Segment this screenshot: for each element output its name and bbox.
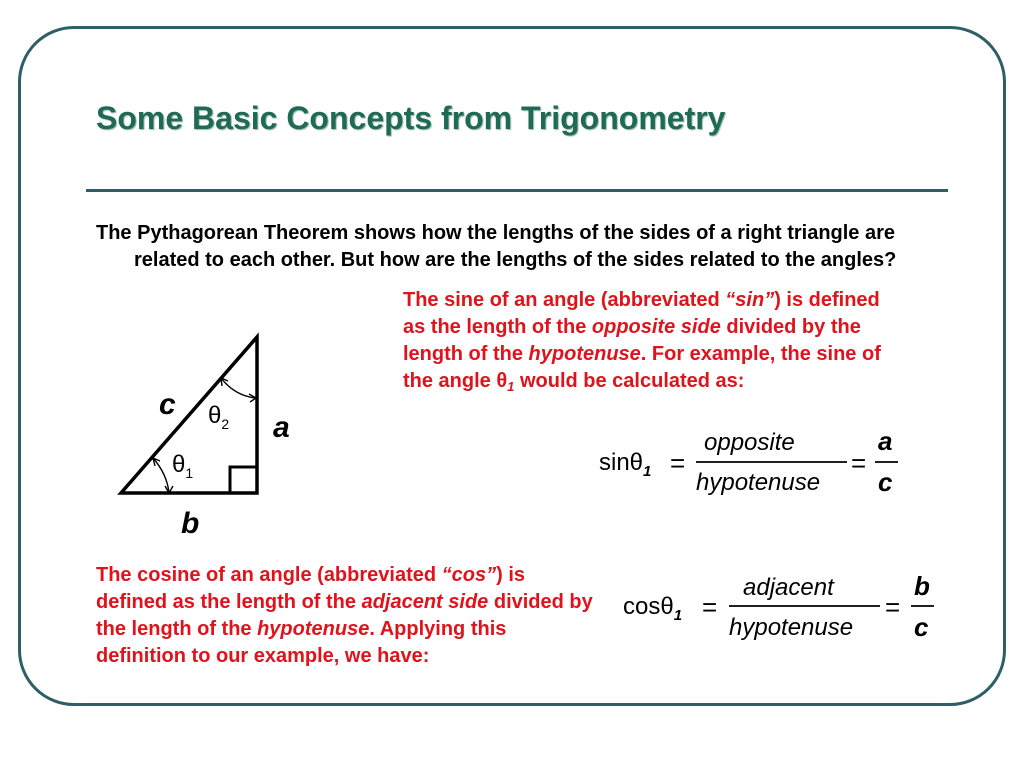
- sine-numerator: opposite: [704, 429, 795, 456]
- cosine-equals-2: =: [885, 592, 901, 622]
- cosine-c: c: [914, 612, 929, 642]
- title-divider: [86, 189, 948, 192]
- theta2-label: $\theta_2$: [208, 402, 230, 432]
- cosine-equals-1: =: [702, 592, 718, 622]
- sine-denominator: hypotenuse: [696, 469, 821, 496]
- right-triangle-diagram: [103, 326, 321, 550]
- sine-func: sinθ$_1$: [599, 449, 652, 480]
- side-a-label: a: [273, 411, 290, 444]
- sine-a: a: [878, 426, 893, 456]
- sine-formula: [565, 418, 927, 512]
- cosine-b: b: [914, 571, 930, 601]
- cosine-definition: The cosine of an angle (abbreviated “cos”) is defined as the length of the adjacent side divided by the length of the hypotenuse. Applying this definition to our example, we have:: [96, 564, 593, 667]
- sine-definition: The sine of an angle (abbreviated “sin”) is defined as the length of the opposite side divided by the length of the hypotenuse. For example, the sine of the angle $\theta_1$ would be calculated as:: [403, 289, 881, 394]
- theta1-label: $\theta_1$: [172, 451, 194, 481]
- cosine-formula: [605, 560, 945, 656]
- sine-equals-1: =: [670, 448, 686, 478]
- side-c-label: c: [159, 388, 176, 421]
- cosine-numerator: adjacent: [743, 574, 834, 601]
- side-b-label: b: [181, 507, 200, 540]
- cosine-func: cosθ$_1$: [623, 593, 683, 624]
- cosine-denominator: hypotenuse: [729, 614, 854, 641]
- intro-text: The Pythagorean Theorem shows how the lengths of the sides of a right triangle are related to each other. But how are the lengths of the sides related to the angles?: [96, 222, 897, 271]
- slide-title: Some Basic Concepts from Trigonometry: [96, 100, 726, 136]
- sine-c: c: [878, 467, 893, 497]
- sine-equals-2: =: [851, 448, 867, 478]
